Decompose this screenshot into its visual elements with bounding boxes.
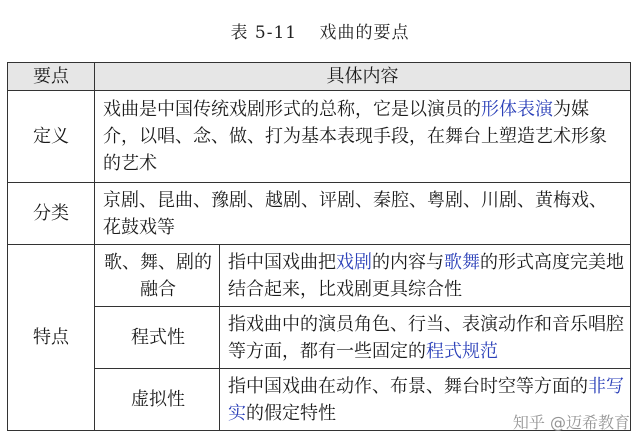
table-title: 戏曲的要点 <box>319 23 410 43</box>
table-caption <box>0 18 640 43</box>
header-content: 具体内容 <box>95 63 631 91</box>
header-key: 要点 <box>8 63 95 91</box>
feature-row <box>8 245 631 307</box>
feature-highlight: 戏剧 <box>336 251 372 273</box>
table-number: 表 5-11 <box>230 23 298 43</box>
watermark: 知乎 @迈希教育 <box>512 413 630 432</box>
feature-highlight: 非写实 <box>228 375 624 424</box>
feature-name: 程式性 <box>95 307 220 369</box>
feature-row <box>8 307 631 369</box>
definition-highlight: 形体表演 <box>481 99 553 120</box>
definition-content <box>95 91 631 183</box>
feature-text: 指戏曲中的演员角色、行当、表演动作和音乐唱腔等方面，都有一些固定的 <box>228 313 624 362</box>
feature-desc <box>220 245 631 307</box>
feature-text: 指中国戏曲把 <box>228 251 336 273</box>
feature-desc <box>220 307 631 369</box>
feature-name: 歌、舞、剧的融合 <box>95 245 220 307</box>
feature-name: 虚拟性 <box>95 369 220 431</box>
feature-highlight: 程式规范 <box>426 340 498 362</box>
classification-row <box>8 183 631 245</box>
feature-text: 的内容与 <box>372 251 444 273</box>
feature-text: 指中国戏曲在动作、布景、舞台时空等方面的 <box>228 375 588 397</box>
feature-text: 的假定特性 <box>246 402 336 424</box>
definition-text-a: 戏曲是中国传统戏剧形式的总称，它是以演员的 <box>103 99 481 120</box>
feature-text: 的形式高度完美地结合起来，比戏剧更具综合性 <box>228 251 624 300</box>
opera-points-table <box>7 62 631 431</box>
classification-key: 分类 <box>8 183 95 245</box>
definition-text-b: 为媒介，以唱、念、做、打为基本表现手段，在舞台上塑造艺术形象的艺术 <box>103 99 607 174</box>
classification-content: 京剧、昆曲、豫剧、越剧、评剧、秦腔、粤剧、川剧、黄梅戏、花鼓戏等 <box>95 183 631 245</box>
feature-highlight: 歌舞 <box>444 251 480 273</box>
header-row <box>8 63 631 91</box>
definition-key: 定义 <box>8 91 95 183</box>
definition-row <box>8 91 631 183</box>
features-key: 特点 <box>8 245 95 431</box>
